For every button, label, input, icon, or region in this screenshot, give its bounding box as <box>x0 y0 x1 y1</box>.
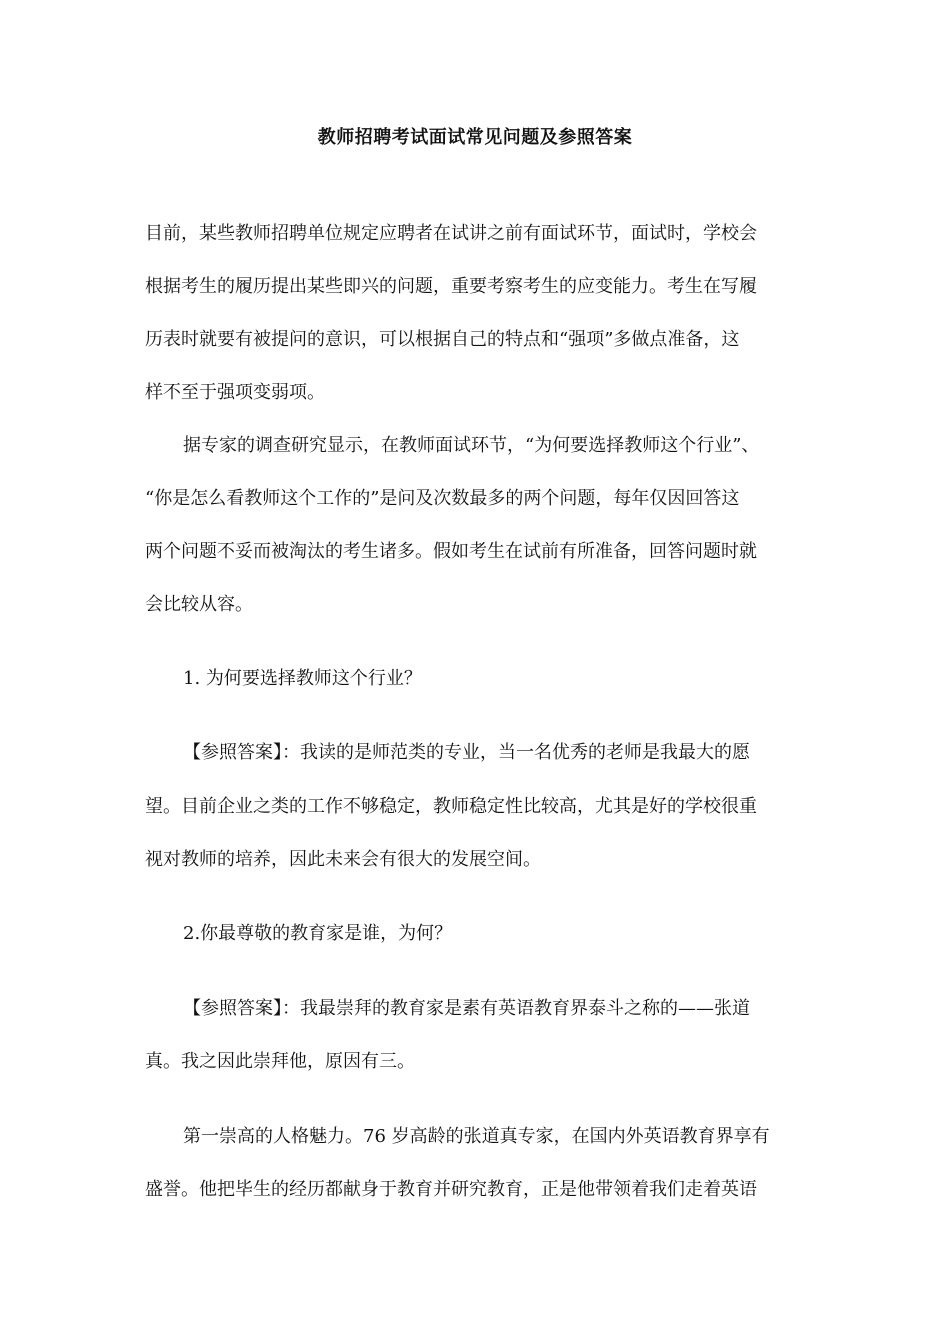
answer-line: 【参照答案】：我读的是师范类的专业，当一名优秀的老师是我最大的愿 <box>183 742 750 763</box>
question-1: 1. 为何要选择教师这个行业？ <box>183 668 422 689</box>
paragraph-line: 两个问题不妥而被淘汰的考生诸多。假如考生在试前有所准备，回答问题时就 <box>145 541 757 562</box>
paragraph-line: 据专家的调查研究显示，在教师面试环节，“为何要选择教师这个行业”、 <box>183 435 760 456</box>
paragraph-line: 历表时就要有被提问的意识，可以根据自己的特点和“强项”多做点准备，这 <box>145 329 740 350</box>
answer-line: 望。目前企业之类的工作不够稳定，教师稳定性比较高，尤其是好的学校很重 <box>145 796 757 817</box>
paragraph-line: 根据考生的履历提出某些即兴的问题，重要考察考生的应变能力。考生在写履 <box>145 276 757 297</box>
question-2: 2.你最尊敬的教育家是谁，为何？ <box>183 923 453 944</box>
document-title: 教师招聘考试面试常见问题及参照答案 <box>317 127 633 148</box>
paragraph-line: 第一崇高的人格魅力。76 岁高龄的张道真专家，在国内外英语教育界享有 <box>183 1126 770 1147</box>
paragraph-line: 会比较从容。 <box>145 594 253 615</box>
answer-line: 真。我之因此崇拜他，原因有三。 <box>145 1051 415 1072</box>
answer-line: 【参照答案】：我最崇拜的教育家是素有英语教育界泰斗之称的——张道 <box>183 998 750 1019</box>
paragraph-line: “你是怎么看教师这个工作的”是问及次数最多的两个问题，每年仅因回答这 <box>145 488 740 509</box>
answer-line: 视对教师的培养，因此未来会有很大的发展空间。 <box>145 849 541 870</box>
paragraph-line: 样不至于强项变弱项。 <box>145 382 325 403</box>
paragraph-line: 盛誉。他把毕生的经历都献身于教育并研究教育，正是他带领着我们走着英语 <box>145 1179 757 1200</box>
paragraph-line: 目前，某些教师招聘单位规定应聘者在试讲之前有面试环节，面试时，学校会 <box>145 223 757 244</box>
